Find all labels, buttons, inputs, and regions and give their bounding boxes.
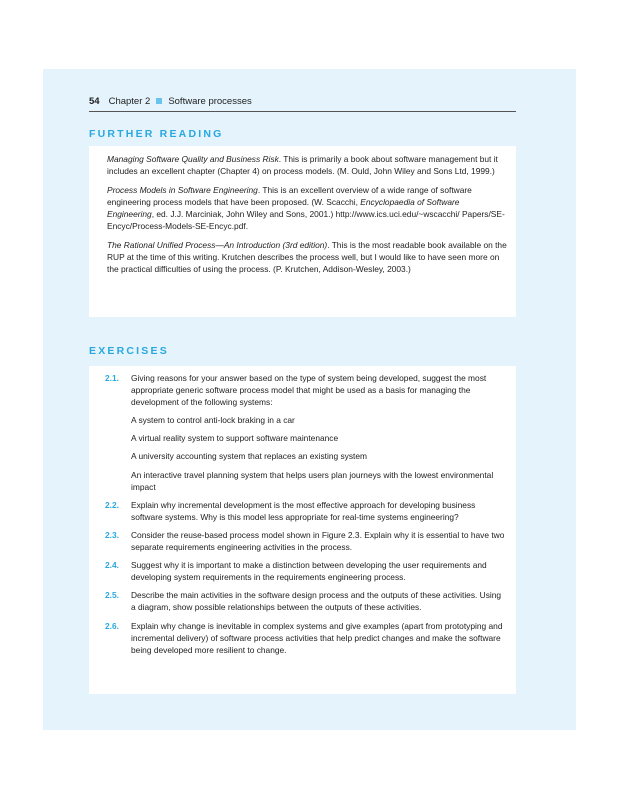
exercise-number: 2.4. bbox=[105, 560, 119, 571]
exercise-number: 2.2. bbox=[105, 499, 119, 510]
exercise-item bbox=[105, 559, 508, 583]
separator-square-icon bbox=[156, 98, 162, 104]
exercise-text: Explain why incremental development is the most effective approach for developing business software systems. Why is this model less appropriate for real-time systems engineering? bbox=[131, 499, 476, 522]
exercise-subitem: A virtual reality system to support software maintenance bbox=[131, 433, 339, 444]
reading-entry bbox=[107, 153, 508, 177]
reading-italic: Encyclopaedia of Software Engineering bbox=[107, 196, 460, 219]
page-number: 54 bbox=[89, 96, 100, 107]
exercise-number: 2.3. bbox=[105, 529, 119, 540]
exercise-text: Suggest why it is important to make a distinction between developing the user requirements and developing system requirements in the requirements engineering process. bbox=[131, 560, 487, 583]
exercise-number: 2.5. bbox=[105, 590, 119, 601]
chapter-label: Chapter 2 bbox=[108, 96, 151, 107]
running-header bbox=[89, 96, 516, 112]
reading-entry bbox=[107, 184, 508, 232]
exercise-subitem: A system to control anti-lock braking in a car bbox=[131, 415, 295, 426]
reading-entry bbox=[107, 239, 508, 275]
exercise-item bbox=[105, 499, 508, 523]
reading-title: The Rational Unified Process—An Introduction (3rd edition) bbox=[107, 239, 328, 250]
exercise-subitem: A university accounting system that replaces an existing system bbox=[131, 451, 368, 462]
exercise-number: 2.6. bbox=[105, 620, 119, 631]
reading-text: . This is the most readable book available on the RUP at the time of this writing. Krutchen describes the process well, but I would like to have seen more on the practical difficulties of using the process. (P. Krutchen, Addison-Wesley, 2003.) bbox=[107, 239, 507, 274]
exercise-text: Explain why change is inevitable in complex systems and give examples (apart from prototyping and incremental delivery) of software process activities that help predict changes and make the software being developed more resilient to change. bbox=[131, 620, 503, 655]
exercises-box bbox=[89, 366, 516, 694]
exercise-item bbox=[105, 372, 508, 493]
exercise-number: 2.1. bbox=[105, 373, 119, 383]
reading-title: Managing Software Quality and Business Risk bbox=[107, 154, 279, 164]
reading-title: Process Models in Software Engineering bbox=[107, 184, 258, 195]
exercises-heading: EXERCISES bbox=[89, 345, 169, 357]
exercise-text: Describe the main activities in the software design process and the outputs of these activities. Using a diagram, show possible relationships between the outputs of these activities. bbox=[131, 590, 502, 613]
exercise-text: Consider the reuse-based process model shown in Figure 2.3. Explain why it is essential to have two separate requirements engineering activities in the process. bbox=[131, 529, 505, 553]
exercise-item bbox=[105, 620, 508, 656]
exercise-item bbox=[105, 589, 508, 613]
exercise-item bbox=[105, 529, 508, 553]
further-reading-box bbox=[89, 146, 516, 317]
section-label: Software processes bbox=[168, 96, 252, 107]
exercise-subitems bbox=[131, 414, 508, 492]
reading-text: . This is an excellent overview of a wide range of software engineering process models that have been proposed. (W. Scacchi, bbox=[107, 184, 472, 207]
reading-text: . This is primarily a book about software management but it includes an excellent chapter (Chapter 4) on process models. (M. Ould, John Wiley and Sons Ltd, 1999.) bbox=[107, 154, 498, 177]
exercise-text: Giving reasons for your answer based on the type of system being developed, suggest the most appropriate generic software process model that might be used as a basis for managing the development of the following systems: bbox=[131, 373, 487, 408]
reading-text: , ed. J.J. Marciniak, John Wiley and Sons, 2001.) http://www.ics.uci.edu/~wscacchi/ Papers/SE-Encyc/Process-Models-SE-Encyc.pdf. bbox=[107, 208, 505, 231]
exercise-subitem: An interactive travel planning system that helps users plan journeys with the lowest environmental impact bbox=[131, 469, 494, 492]
further-reading-heading: FURTHER READING bbox=[89, 128, 224, 140]
